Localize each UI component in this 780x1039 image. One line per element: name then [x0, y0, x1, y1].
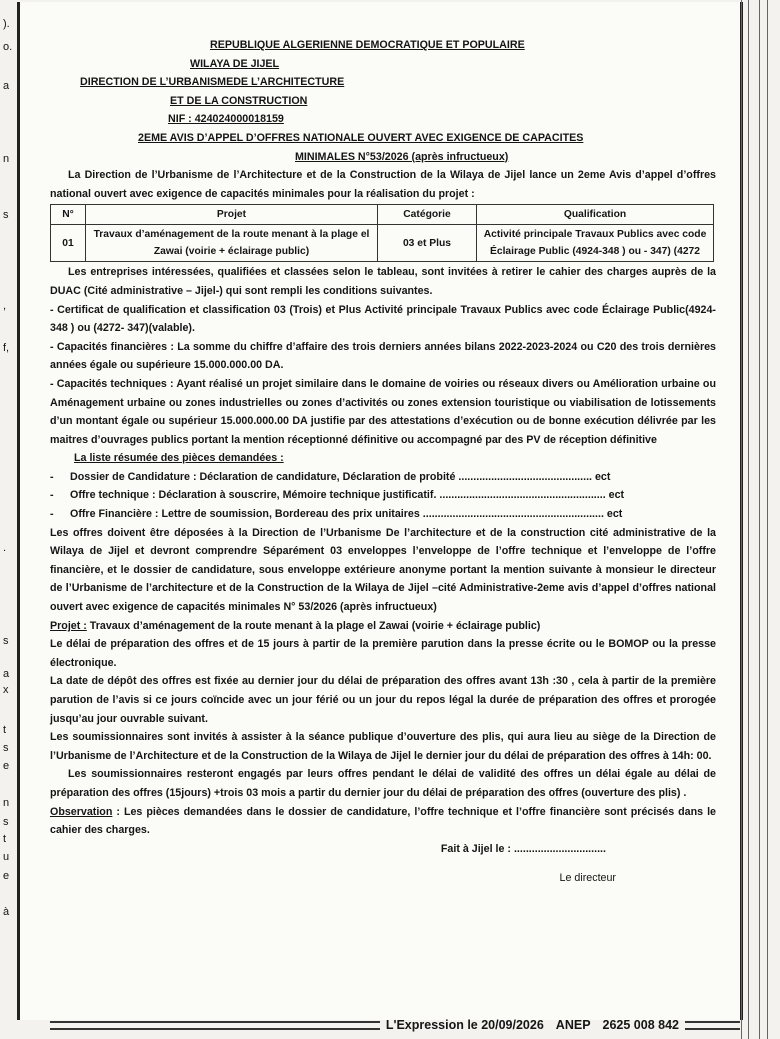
edge-fragment: o. — [3, 41, 13, 53]
left-edge-fragments — [0, 0, 16, 1039]
edge-fragment: s — [3, 635, 9, 647]
republic-heading: REPUBLIQUE ALGERIENNE DEMOCRATIQUE ET POPULAIRE — [210, 39, 525, 51]
notice-title-line2: MINIMALES N°53/2026 (après infructueux) — [295, 150, 509, 163]
observation-label: Observation — [50, 805, 113, 818]
edge-fragment: a — [3, 80, 10, 92]
right-page-edge — [741, 0, 780, 1039]
project-label: Projet : — [50, 619, 87, 632]
nif-heading: NIF : 424024000018159 — [168, 113, 284, 126]
edge-fragment: n — [3, 153, 10, 165]
documents-item-candidature: Dossier de Candidature : Déclaration de candidature, Déclaration de probité ............................................. ect — [70, 470, 611, 483]
edge-fragment: t — [3, 833, 7, 845]
reference-number: 2625 008 842 — [602, 1018, 679, 1032]
deposit-date-paragraph: La date de dépôt des offres est fixée au dernier jour du délai de préparation des offres avant 13h :30 , cela à partir de la première parution de l’avis si ce jours coïncide avec un jour férié ou un jour du repos légal la durée de préparation des offres et prorogée jusqu’au jour ouvrable suivant. — [50, 675, 716, 725]
tender-notice — [50, 36, 716, 888]
list-item: - Offre Financière : Lettre de soumission, Bordereau des prix unitaires ............................................................. ect — [50, 505, 716, 524]
documents-list-title: La liste résumée des pièces demandées : — [74, 452, 284, 465]
table-header-category: Catégorie — [378, 205, 477, 225]
edge-fragment: à — [3, 906, 10, 918]
edge-fragment: e — [3, 870, 10, 882]
notice-title-line1: 2EME AVIS D’APPEL D’OFFRES NATIONALE OUVERT AVEC EXIGENCE DE CAPACITES — [138, 131, 584, 144]
list-item: - Dossier de Candidature : Déclaration de candidature, Déclaration de probité ............................................. ect — [50, 468, 716, 487]
validity-paragraph: Les soumissionnaires resteront engagés par leurs offres pendant le délai de validité des offres un délai égale au délai de préparation des offres (15jours) +trois 03 mois a partir du dernier jour du délai de préparation des offres (ouverture des plis) . — [50, 768, 716, 799]
row-qualification: Activité principale Travaux Publics avec code Éclairage Public (4924-348 ) ou - 347) (4272 — [477, 225, 714, 262]
qualification-requirement: - Certificat de qualification et classification 03 (Trois) et Plus Activité principale Travaux Publics avec code Éclairage Public(4924-348 ) ou (4272- 347)(valable). — [50, 303, 716, 335]
list-item: - Offre technique : Déclaration à souscrire, Mémoire technique justificatif. ........................................................ ect — [50, 486, 716, 505]
wilaya-heading: WILAYA DE JIJEL — [190, 57, 280, 70]
edge-fragment: n — [3, 797, 10, 809]
edge-fragment: s — [3, 816, 9, 828]
edge-fragment: x — [3, 684, 9, 696]
signature-place-date: Fait à Jijel le : ............................... — [440, 842, 606, 855]
publication-footer — [50, 1016, 740, 1034]
footer-rule-right — [685, 1021, 740, 1030]
documents-item-technical: Offre technique : Déclaration à souscrire, Mémoire technique justificatif. ........................................................ ect — [70, 489, 625, 502]
table-header-number: N° — [51, 205, 86, 225]
edge-fragment: s — [3, 742, 9, 754]
edge-fragment: , — [3, 300, 7, 312]
edge-fragment: a — [3, 668, 10, 680]
eligibility-paragraph: Les entreprises intéressées, qualifiées et classées selon le tableau, sont invitées à retirer le cahier des charges auprès de la DUAC (Cité administrative – Jijel-) qui sont rempli les conditions suivantes. — [50, 266, 716, 297]
observation-paragraph — [50, 803, 716, 840]
edge-fragment: f, — [3, 342, 10, 354]
direction-heading-line2: ET DE LA CONSTRUCTION — [170, 94, 308, 107]
submission-paragraph: Les offres doivent être déposées à la Direction de l’Urbanisme De l’architecture et de la construction cité administrative de la Wilaya de Jijel et devront comprendre Séparément 03 enveloppes l’enveloppe de l’offre technique et l’enveloppe de l’offre financière, et le dossier de candidature, sous enveloppe extérieure anonyme portant la mention suivante à monsieur le directeur de l’Urbanisme de l’architecture et de la Construction de la Wilaya de Jijel –cité Administrative-2eme avis d’appel d’offres national ouvert avec exigence de capacités minimales N° 53/2026 (après infructueux) — [50, 526, 716, 614]
edge-fragment: s — [3, 209, 9, 221]
edge-fragment: e — [3, 760, 10, 772]
observation-text: : Les pièces demandées dans le dossier de candidature, l’offre technique et l’offre financière sont précisés dans le cahier des charges. — [50, 805, 716, 837]
intro-paragraph: La Direction de l’Urbanisme de l’Architecture et de la Construction de la Wilaya de Jijel lance un 2eme Avis d’appel d’offres national ouvert avec exigence de capacités minimales pour la réalisation du projet : — [50, 169, 716, 200]
project-paragraph — [50, 617, 716, 636]
director-signature: Le directeur — [559, 872, 616, 885]
edge-fragment: t — [3, 724, 7, 736]
row-project: Travaux d’aménagement de la route menant à la plage el Zawai (voirie + éclairage public) — [86, 225, 378, 262]
table-row — [51, 225, 714, 262]
project-table — [50, 204, 714, 262]
technical-capacity-requirement: - Capacités techniques : Ayant réalisé un projet similaire dans le domaine de voiries ou réseaux divers ou Amélioration urbaine ou Aménagement urbaine ou zones industrielles ou zones d’activités ou zones extension touristique ou viabilisation de lotissements d’un montant égale ou supérieur 15.000.000.00 DA justifie par des attestations d’exécution ou de bonne exécution délivrée par les maitres d’ouvrages publics portant la mention réceptionné définitive ou accompagné par des PV de réception définitive — [50, 377, 716, 446]
table-header-qualification: Qualification — [477, 205, 714, 225]
row-number: 01 — [51, 225, 86, 262]
row-category: 03 et Plus — [378, 225, 477, 262]
financial-capacity-requirement: - Capacités financières : La somme du chiffre d’affaire des trois derniers années bilans 2022-2023-2024 ou C20 des trois dernières années égale ou supérieure 15.000.000.00 DA. — [50, 340, 716, 372]
preparation-delay-paragraph: Le délai de préparation des offres et de 15 jours à partir de la première parution dans la presse écrite ou le BOMOP ou la presse électronique. — [50, 638, 716, 669]
table-header-project: Projet — [86, 205, 378, 225]
documents-item-financial: Offre Financière : Lettre de soumission, Bordereau des prix unitaires ............................................................. ect — [70, 508, 623, 521]
direction-heading-line1: DIRECTION DE L’URBANISMEDE L’ARCHITECTURE — [80, 76, 345, 89]
anep-label: ANEP — [555, 1018, 591, 1032]
opening-session-paragraph: Les soumissionnaires sont invités à assister à la séance publique d’ouverture des plis, qui aura lieu au siège de la Direction de l’Urbanisme de l’Architecture et de la Construction de la Wilaya de Jijel le dernier jour du délai de préparation des offres à 14h: 00. — [50, 731, 716, 762]
newspaper-date: L'Expression le 20/09/2026 — [385, 1018, 544, 1032]
edge-fragment: u — [3, 851, 10, 863]
footer-rule-left — [50, 1021, 380, 1030]
project-text: Travaux d’aménagement de la route menant à la plage el Zawai (voirie + éclairage public) — [86, 619, 541, 632]
edge-fragment: ). — [3, 18, 10, 30]
edge-fragment: . — [3, 542, 7, 554]
